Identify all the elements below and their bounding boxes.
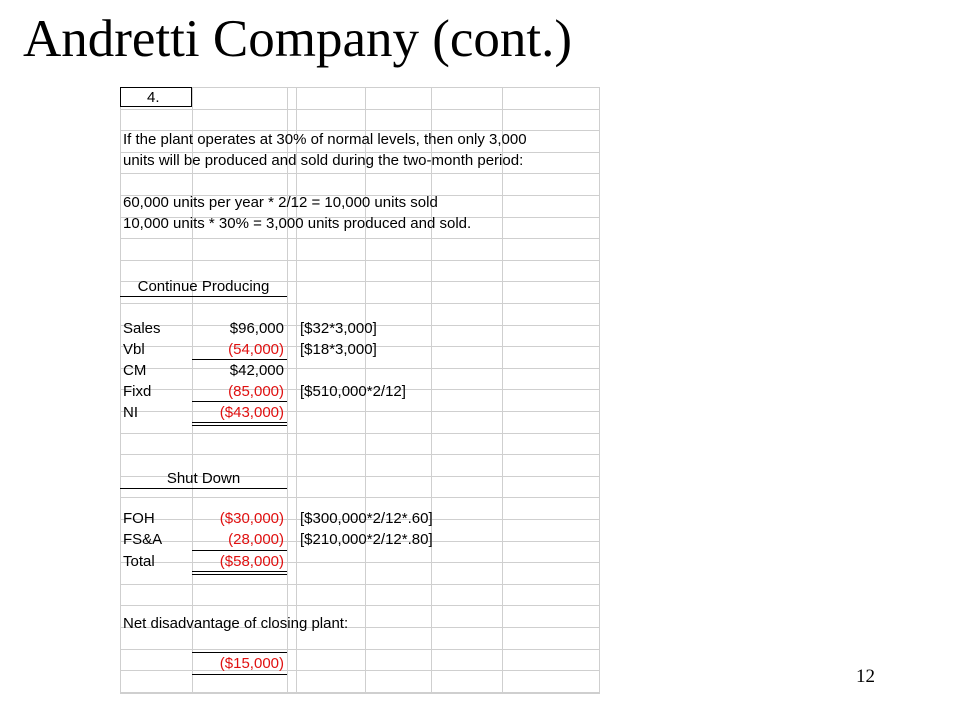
table-row xyxy=(120,508,599,529)
grid-row-line xyxy=(120,433,599,434)
row-label: Vbl xyxy=(123,341,145,358)
step-number-box xyxy=(120,87,192,107)
row-amount: ($30,000) xyxy=(219,510,284,527)
page-number: 12 xyxy=(856,666,875,687)
row-amount: ($43,000) xyxy=(219,404,284,421)
continue-heading: Continue Producing xyxy=(137,278,270,295)
grid-row-line xyxy=(120,109,599,110)
row-label: CM xyxy=(123,362,147,379)
table-row xyxy=(120,339,599,360)
total-double-underline xyxy=(192,422,287,426)
intro-text-line: If the plant operates at 30% of normal levels, then only 3,000 xyxy=(123,131,527,148)
row-amount: (54,000) xyxy=(228,341,284,358)
row-label: NI xyxy=(123,404,138,421)
row-amount: (85,000) xyxy=(228,383,284,400)
row-amount: $42,000 xyxy=(229,362,284,379)
row-label: FOH xyxy=(123,510,155,527)
grid-row-line xyxy=(120,173,599,174)
table-row xyxy=(120,529,599,550)
table-row xyxy=(120,360,599,381)
shutdown-heading: Shut Down xyxy=(166,470,241,487)
total-double-underline xyxy=(192,571,287,575)
grid-row-line xyxy=(120,238,599,239)
spreadsheet xyxy=(120,87,600,694)
table-row xyxy=(120,381,599,402)
step-number: 4. xyxy=(147,89,160,106)
row-note: [$32*3,000] xyxy=(300,320,377,337)
grid-row-line xyxy=(120,584,599,585)
grid-row-line xyxy=(120,649,599,650)
row-label: Sales xyxy=(123,320,161,337)
row-amount: (28,000) xyxy=(228,531,284,548)
row-label: Total xyxy=(123,553,155,570)
table-row xyxy=(120,402,599,423)
grid-row-line xyxy=(120,605,599,606)
grid-row-line xyxy=(120,454,599,455)
grid-row-line xyxy=(120,692,599,693)
calc-text-line: 60,000 units per year * 2/12 = 10,000 units sold xyxy=(123,194,438,211)
grid-row-line xyxy=(120,260,599,261)
net-amount: ($15,000) xyxy=(219,655,284,672)
row-amount: ($58,000) xyxy=(219,553,284,570)
slide-title: Andretti Company (cont.) xyxy=(23,10,573,68)
row-note: [$18*3,000] xyxy=(300,341,377,358)
row-note: [$300,000*2/12*.60] xyxy=(300,510,433,527)
row-note: [$510,000*2/12] xyxy=(300,383,406,400)
row-note: [$210,000*2/12*.80] xyxy=(300,531,433,548)
net-label: Net disadvantage of closing plant: xyxy=(123,615,349,632)
row-label: Fixd xyxy=(123,383,152,400)
net-bottom-line xyxy=(192,674,287,675)
heading-underline xyxy=(120,488,287,489)
grid-row-line xyxy=(120,497,599,498)
row-label: FS&A xyxy=(123,531,163,548)
heading-underline xyxy=(120,296,287,297)
calc-text-line: 10,000 units * 30% = 3,000 units produced and sold. xyxy=(123,215,472,232)
table-row xyxy=(120,551,599,572)
grid-row-line xyxy=(120,303,599,304)
intro-text-line: units will be produced and sold during the two-month period: xyxy=(123,152,524,169)
row-amount: $96,000 xyxy=(229,320,284,337)
table-row xyxy=(120,653,599,674)
table-row xyxy=(120,318,599,339)
